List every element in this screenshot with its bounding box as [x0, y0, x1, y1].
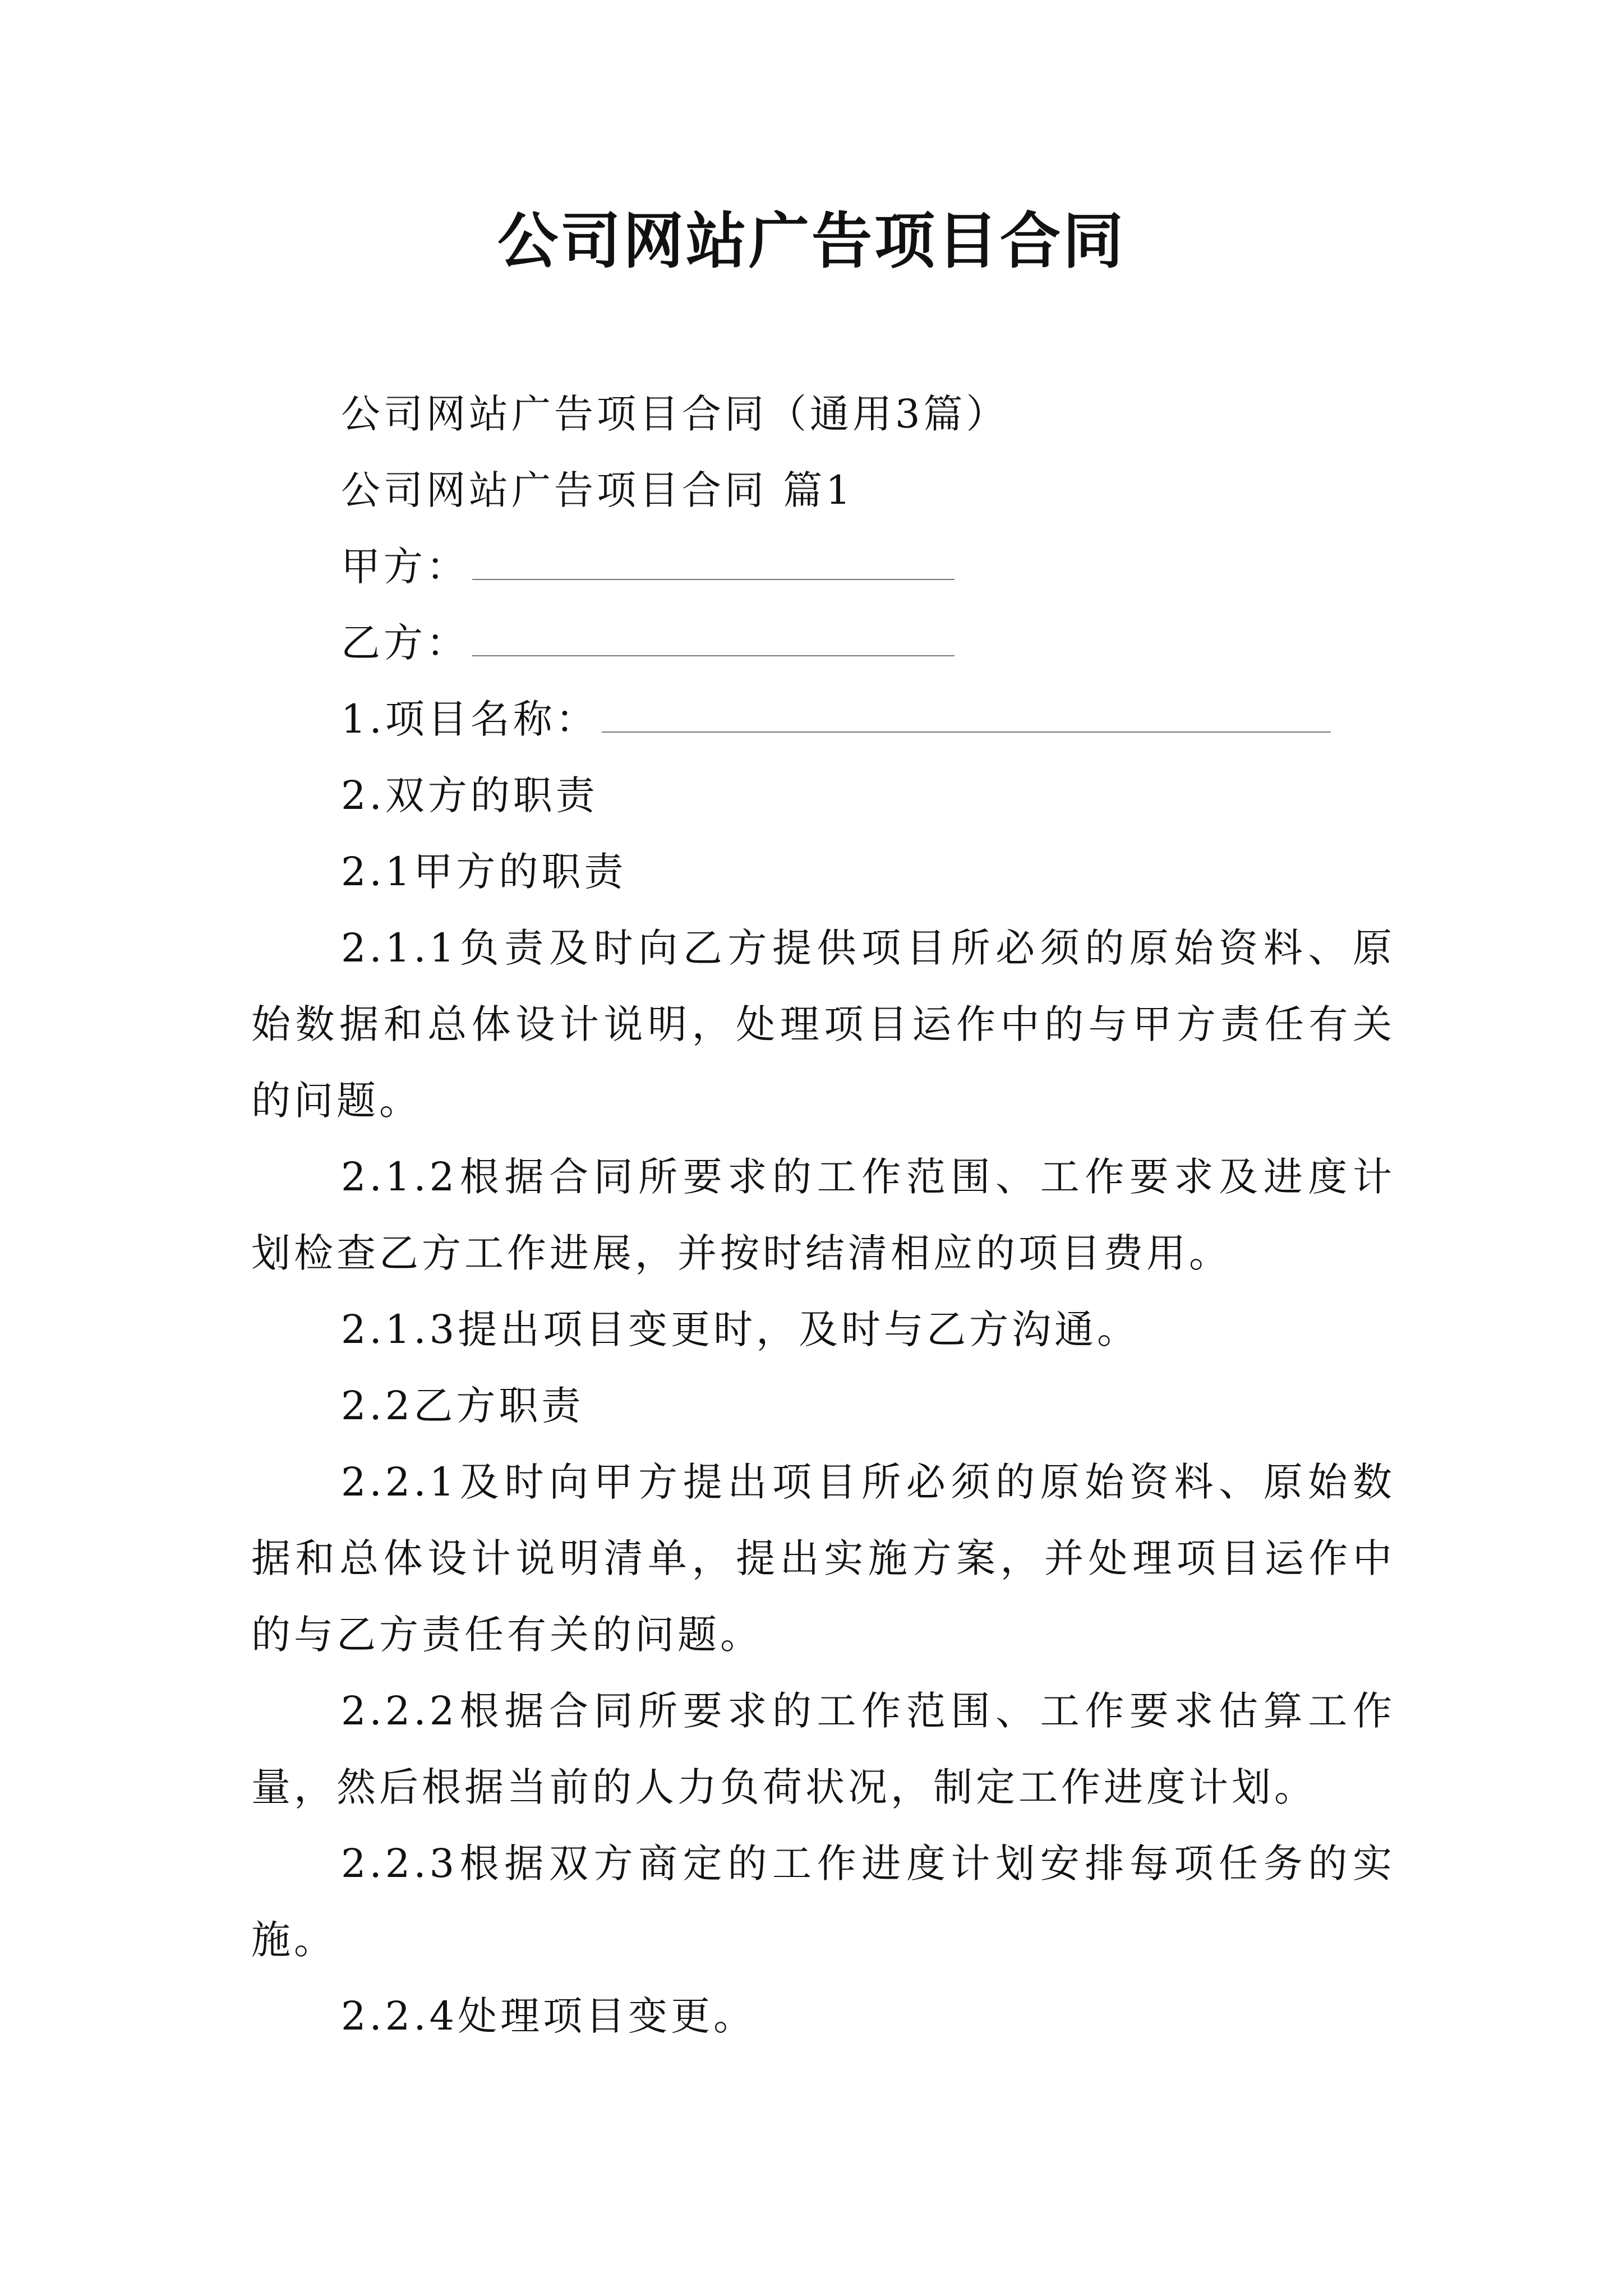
paragraph-subtitle [251, 376, 1395, 452]
paragraph [251, 1291, 1395, 1368]
project-name-label: 1.项目名称： [341, 696, 598, 742]
party-b-blank [472, 610, 955, 656]
paragraph-text: 2.2.1及时向甲方提出项目所必须的原始资料、原始数据和总体设计说明清单，提出实施方案，并处理项目运作中的与乙方责任有关的问题。 [251, 1459, 1395, 1658]
document-body [251, 376, 1395, 2054]
paragraph-text: 2.1甲方的职责 [341, 849, 627, 895]
paragraph [251, 1673, 1395, 1825]
paragraph-section-heading [251, 452, 1395, 528]
paragraph-text: 公司网站广告项目合同（通用3篇） [341, 391, 1009, 437]
paragraph-text: 2.2.4处理项目变更。 [341, 1993, 757, 2039]
party-a-line [251, 528, 1395, 605]
paragraph-text: 公司网站广告项目合同 篇1 [341, 467, 854, 513]
paragraph-text: 2.2.2根据合同所要求的工作范围、工作要求估算工作量，然后根据当前的人力负荷状况，制定工作进度计划。 [251, 1688, 1395, 1810]
paragraph [251, 1368, 1395, 1444]
party-a-blank [472, 534, 955, 580]
paragraph-text: 2.1.3提出项目变更时，及时与乙方沟通。 [341, 1306, 1140, 1352]
project-name-blank [602, 687, 1331, 733]
paragraph [251, 1139, 1395, 1291]
paragraph [251, 1444, 1395, 1673]
paragraph [251, 757, 1395, 834]
paragraph-text: 2.1.1负责及时向乙方提供项目所必须的原始资料、原始数据和总体设计说明，处理项目运作中的与甲方责任有关的问题。 [251, 925, 1395, 1124]
party-b-line [251, 605, 1395, 681]
paragraph-text: 2.2乙方职责 [341, 1383, 584, 1429]
party-b-label: 乙方： [341, 620, 469, 666]
paragraph-text: 2.1.2根据合同所要求的工作范围、工作要求及进度计划检查乙方工作进展，并按时结清相应的项目费用。 [251, 1154, 1395, 1276]
paragraph-text: 2.2.3根据双方商定的工作进度计划安排每项任务的实施。 [251, 1841, 1395, 1963]
paragraph-text: 2.双方的职责 [341, 772, 598, 818]
paragraph [251, 1978, 1395, 2054]
party-a-label: 甲方： [341, 544, 469, 590]
paragraph [251, 834, 1395, 910]
paragraph [251, 1825, 1395, 1978]
document-title: 公司网站广告项目合同 [497, 206, 1126, 277]
project-name-line [251, 681, 1395, 757]
paragraph [251, 910, 1395, 1139]
